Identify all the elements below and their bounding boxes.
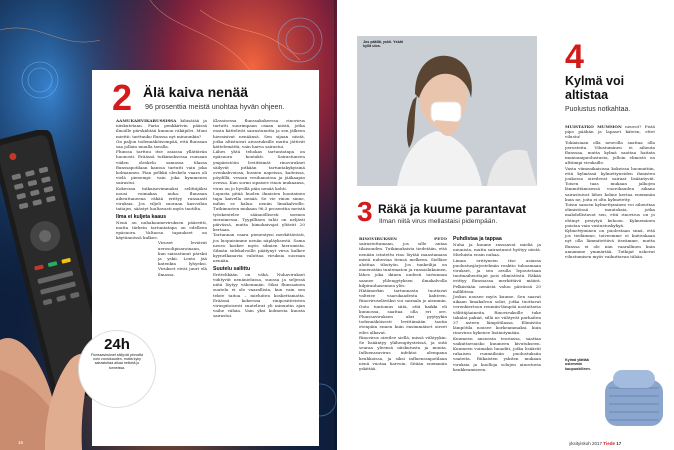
- paragraph: Vasta viimeaikaisissa kokeissa huomattiin, että kylmässä kylmettyneiden ihmisten joukossa oireilevat sairaat lisääntyvät. Toisen taas mukaan jalkojen lämmittämisessä vuorokauden aikana sairastuivat lähes kolme kertaa enemmän kuin ne, joita ei oltu kylmetetty.: [565, 165, 655, 202]
- paragraph: Hätämerkin tartunnasta tuottavat valteiee vaarokaadesta kahteen. Rinoviruseläväksi voi sairaala jo aiemmin. Outo tuntomus siitä, että kaikki eli kunnossa, saattaa olla eri ore. Flunssaviruksen ubri pyytyykin todennäköisesti levittämään tautia etenpäin ennen kuin ensimmäiset oireet edes alkavat.: [359, 288, 447, 335]
- paragraph: Erittelikään on vähä. Nuhavirukset viihtyvät nenänielussa, suussa ja seljessä niitä löytyy vähemmän. Siksi flunssainen suutelu ei ole vaarallista, kun vain sen tekee taitoa – mieluiten koskettamatta. Eräässä kokeessa rinipositiivisten viruspitoisesti suutelivat yli minuutin ajan vaihe vähän. Vain yksi kolmesta kuusta sairastui.: [213, 271, 305, 319]
- runin-3: RINOVIRUKSEN PETO: [359, 236, 447, 241]
- subheading-2b: Suutelu sallittu: [213, 265, 251, 272]
- photo-caption: Jos päällä, yskii. Yskät kyllä ulos.: [363, 40, 403, 49]
- infobox-text: Flunssavirukset säilyvät pinnoilla noin vuorokauden, mutta kyky sairastuttaa alkaa heiketä jo tunneissa.: [90, 353, 144, 370]
- paragraph: Tokiaisiaan olla neuvolla saattaa olla perusteita. Vilustuminen ei aiheuta flunssaa, mutta kylmä saattaa haitata immuunipuolustusta, jolloin elimistö on alttiimpi viruksille.: [565, 139, 655, 166]
- paragraph: sairastuttamaan, jos sille antaa tilaisuuden. Tutkimuksista tiedetään, että nenään istutettu rino löytää maastamasa mistä nuhestaa tiensä melkeen. Sielläse aloittaa tihutyön. Jos tunkeilija on ennenstäin tuntematon ja runsaslukuinen, lähes joka ikinen uudesti tartunnan saanee ylilengytyksen ilmakalvolla kilpirauhasennen ylös.: [359, 241, 447, 288]
- mittens-caption: Kylmä ylättää usiemmin kuupuokilleen.: [565, 358, 591, 371]
- runin-2: AAMUKAHVIKABUSSISSA: [116, 118, 177, 123]
- section-lead-3: Ilman niitä virus mellastaisi pidempään.: [379, 218, 498, 225]
- paragraph: Rinovirus oireilee siellä, missä viihtyykin. Se lisääntyy ylähengitysteissä, ja siitä seuraa yleensä niiskutusta ja muuta. Influenssavirus infektoi alempana keuhkoissa, ja siksi influenssapotilaan nenä vuotaa harvoin. Sitään enemmän yskittää.: [359, 334, 447, 372]
- paragraph: neuvot? Pistä pipo päähän ja lapaset käteen, ettet vilustu!: [565, 124, 655, 140]
- footer-issue: yksityiskoh 2017: [569, 441, 603, 446]
- paragraph: kihisätää ja niiskutetaan. Parin penkkirivin päässä ilmoille pärskähtää kunnon räkäpilvi. Moni miettii: tarttuuko flunssa nyt minuunkin?: [116, 118, 207, 139]
- paragraph: Nuha ja kuume rassaavat mieliä ja nuunista, mutta sairastunut hyötyy niistä. Mieluista ensin nuhaa.: [453, 242, 541, 258]
- section-lead-4: Puolustus notkahtaa.: [565, 106, 631, 113]
- subheading-3: Puhdistaa ja tappaa: [453, 236, 502, 242]
- section-title-4: Kylmä voi altistaa: [565, 74, 625, 102]
- right-page: [337, 0, 674, 450]
- paragraph: Liman erittyneen itse asiassa puolustusjärjestelmän reaktio tuhoamaan virukset, ja sen avulla lepoutetaan tautinaiheuttajat pois elimistöstä. Räkää erittyy flunssassa merkittävä määrä. Pelkästään nenästä valuu päivässä 20 millilitraa.: [453, 257, 541, 294]
- section-number-2: 2: [112, 77, 133, 118]
- paragraph: Tartunnan vaara pienentyisi merkittävästi, jos luopuisimme nenän näpläyksestä. Sama neuvo koskee myös silmien hieromista. Silmän sidekalvoille päätynyt virus kulkee kyynelkanavia valuttaa viruksia suoraan nenään.: [213, 232, 305, 264]
- section-number-3: 3: [357, 196, 373, 227]
- runin-4: MUISTATKO MUMMON: [565, 124, 622, 129]
- paragraph: Toisin sanoen kylmettyminen voi aiheuttaa elimistössä muutoksia, jotka mahdollistavat sen, että rinovirus on jo ehtinyt pesiytyä kehoon. Kylmeminen poistaa vain vastustuskykyä.: [565, 202, 655, 228]
- article-4-column: [565, 124, 655, 259]
- infobox-circle: [78, 330, 156, 408]
- section-lead-2: 96 prosenttia meistä unohtaa hyvän ohjeen.: [145, 102, 285, 111]
- article-2-column-1: [116, 118, 207, 277]
- paragraph: Nenä on nuhakuumeviruksen pääreitti, mutta tärkein tartuntatapa on edelleen epäsuora. Valtaosa tapaukset on käytännössä kulkee.: [116, 219, 207, 241]
- paragraph: Lopusta pitää huolen ihmisten luontainen tapa kaivella nenää. Se vie rinon sinne, mihin se halua: nenän limakalvoille. Tutkimusten mukaan 96,5 prosenttia meistä työskentelee säännöllisesti sormea sieraimessa. Tyypillinen tahti on neljästi päivässä, mutta himokaivajat yltävät 20 kertaan.: [213, 190, 306, 233]
- page-number-left: 16: [18, 440, 24, 445]
- article-3-column-2: [453, 236, 541, 372]
- section-title-3: Räkä ja kuume parantavat: [378, 202, 527, 216]
- paragraph: Viruset leviävät aerosolipisaroinaan, kun sairastunut pärskii ja yskii. Lento jää katenkin lyhyeksi. Virukset eivät juuri elä ilmassa.: [158, 240, 207, 277]
- mittens-photo: [599, 366, 671, 436]
- subheading-2a: Ilma ei kuljeta kaaus: [116, 213, 167, 220]
- infobox-value: 24h: [104, 336, 130, 353]
- paragraph: Joskus nousee myös kuume. Sen saavat aikaan limakalvon solut, jotka tuottavat verenkiertoon reumiin-lämpöä nostattavia välittäjäaineita. Rinoviruksille tuke takalat pakiat, sillä ne viihtyvät parhaiten 37 asteen lämpötilassa. Elimistön lämpötila nousee korkeammaksi, kuin rinovirus kykenee lisääntymään.: [453, 294, 541, 336]
- paragraph: Kylmettyminen on puolestaan siinä, että jos tiedämme, toiveemme ei kuitenkaan nyt olla lämmitettävä itseämme, mutta flunssa ei ole niin vaarallinen kuin annamme ymmärtää. Tutkijat uskovat vilustumisen myös vaikuttavan tähän.: [565, 228, 655, 260]
- page-number-right: 17: [616, 441, 622, 446]
- paragraph: Lähes yhtä tehokas tartuntatapa on epäsuora kontakti. Sairastuneen ympäristöön leviittämät rinovirukset säilyvät pitkään tartuntakykyisinä ovenkahvoissa, hissien napeissa, kaiteissa, pöydillä, vessan vesihanoissa ja jääkaapin ovessa. Kun sormi sipaisee rinon mukaansa, virus on jo hyvillä päin nenää kohti.: [213, 149, 305, 191]
- article-2-column-2: [213, 118, 305, 319]
- sneezing-woman-photo: [357, 36, 537, 186]
- paragraph: Klassisessa flunssakokeessa rinovirus tartutti suurimpaan osaan niistä, jotka ensin kättelivät sairastunutta ja sen jälkeen hieraisivat nenäänsä. Sen sijaan niistä, jotka altistuivat aivastuksille mutta jättivät kättelemättä, vain harva sairastui.: [213, 118, 305, 150]
- footer: [569, 441, 621, 446]
- section-number-4: 4: [565, 38, 584, 76]
- paragraph: Flunssa tarttuu itse asiassa yllättävän huonosti. Eräässä tutkimuksessa ruusaan viiden oleskelu samassa tilassa flunssapotilaan kanssa tartutti vain joka kolmannen. Pian pelkkä oleskelu vaara oli vielä pienempi: vain joka kymmenes sairastui.: [116, 149, 207, 186]
- footer-brand: Tiede: [603, 441, 615, 446]
- section-title-2: Älä kaiva nenää: [143, 84, 249, 100]
- paragraph: On paljon todennäköisempää, että flunssan saa jollain muulla tavalla.: [116, 138, 207, 150]
- paragraph: Kuumeen ansioista teoriassa, saattaa vaikuttavuusko kuumeen kivutukseen. Kuumeen voimaksi luuadiit, jotka lisäävät rahaisen ruumiilisiin puolustuksiin vaateita. Riikaisten yskiten mukaan viruksia ja kuolloja solujen ainostuvia kenkkeamiseen.: [453, 335, 541, 372]
- paragraph: Kokeessa tutkaisevimmaksi selittäjäksi nousi voimakas nuha: flunssan aiheuttaneena räkää erittyy runsaasti viruksia. Jos viljeli suoraan kasvoihin taitajes, säästyt luultavasti myös tautilta.: [116, 185, 207, 212]
- article-3-column-1: [359, 236, 447, 371]
